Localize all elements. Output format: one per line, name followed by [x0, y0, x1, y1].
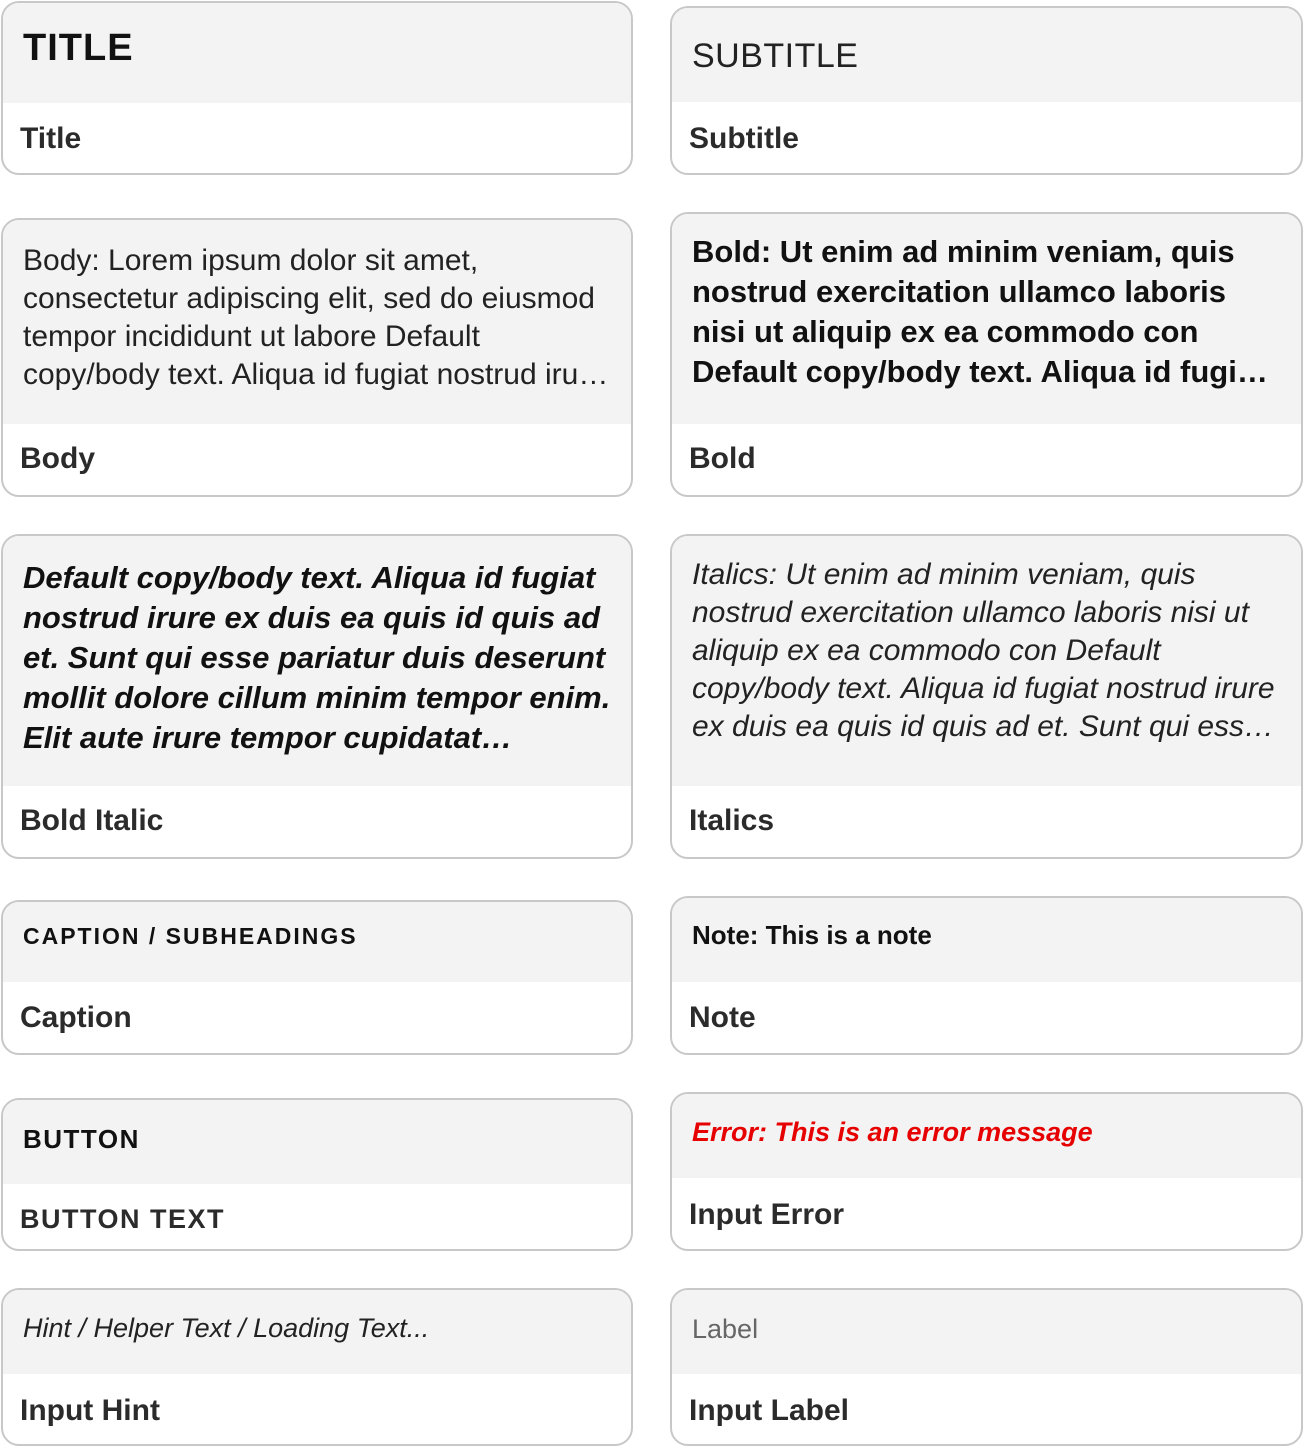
sample-area	[672, 898, 1301, 982]
typography-card-input-error	[670, 1092, 1303, 1251]
italics-sample-text: Italics: Ut enim ad minim veniam, quis nostrud exercitation ullamco laboris nisi ut aliquip ex ea commodo con Default copy/body text. Aliqua id fugiat nostrud irure ex duis ea quis id quis ad et. Sunt qui esse	[692, 558, 1275, 743]
sample-area	[672, 1290, 1301, 1374]
sample-area	[3, 220, 631, 424]
style-name-input-error: Input Error	[689, 1198, 844, 1231]
body-sample-text: Body: Lorem ipsum dolor sit amet, consectetur adipiscing elit, sed do eiusmod tempor incididunt ut labore Default copy/body text. Aliqua id fugiat nostrud irure	[23, 244, 606, 391]
typography-card-bold-italic	[1, 534, 633, 859]
sample-area	[3, 902, 631, 982]
button-sample-text: BUTTON	[23, 1124, 140, 1154]
note-sample-text: Note: This is a note	[692, 920, 932, 950]
typography-card-title	[1, 1, 633, 175]
typography-card-caption	[1, 900, 633, 1055]
sample-area	[672, 214, 1301, 424]
typography-card-button	[1, 1098, 633, 1251]
style-name-title: Title	[20, 122, 82, 155]
caption-sample-text: CAPTION / SUBHEADINGS	[23, 923, 358, 949]
style-name-caption: Caption	[20, 1001, 132, 1034]
sample-area	[3, 1290, 631, 1374]
style-name-body: Body	[20, 442, 95, 475]
style-name-italics: Italics	[689, 804, 775, 837]
typography-card-italics	[670, 534, 1303, 859]
sample-area	[672, 8, 1301, 102]
bold-italic-sample-text: Default copy/body text. Aliqua id fugiat nostrud irure ex duis ea quis id quis ad et. Sunt qui esse pariatur duis deserunt mollit dolore cillum minim tempor enim. Elit aute irure tempor cupidatat	[23, 560, 611, 755]
error-sample-text: Error: This is an error message	[692, 1117, 1093, 1147]
style-name-subtitle: Subtitle	[689, 122, 799, 155]
style-name-button-text: BUTTON TEXT	[20, 1204, 225, 1234]
hint-sample-text: Hint / Helper Text / Loading Text...	[23, 1313, 430, 1343]
typography-card-body	[1, 218, 633, 497]
subtitle-sample-text: SUBTITLE	[692, 37, 859, 75]
style-name-input-label: Input Label	[689, 1394, 849, 1427]
title-sample-text: TITLE	[23, 27, 134, 69]
style-name-bold: Bold	[689, 442, 756, 475]
sample-area	[3, 3, 631, 103]
typography-card-subtitle	[670, 6, 1303, 175]
label-sample-text: Label	[692, 1314, 759, 1344]
typography-card-note	[670, 896, 1303, 1055]
bold-sample-text: Bold: Ut enim ad minim veniam, quis nostrud exercitation ullamco laboris nisi ut aliquip ex ea commodo con Default copy/body text. Aliqua id fugiat	[692, 234, 1265, 389]
typography-card-bold	[670, 212, 1303, 497]
style-name-input-hint: Input Hint	[20, 1394, 160, 1427]
typography-card-input-label	[670, 1288, 1303, 1446]
style-name-bold-italic: Bold Italic	[20, 804, 164, 837]
typography-card-input-hint	[1, 1288, 633, 1446]
style-name-note: Note	[689, 1001, 756, 1034]
sample-area	[3, 536, 631, 786]
sample-area	[3, 1100, 631, 1184]
sample-area	[672, 536, 1301, 786]
sample-area	[672, 1094, 1301, 1178]
